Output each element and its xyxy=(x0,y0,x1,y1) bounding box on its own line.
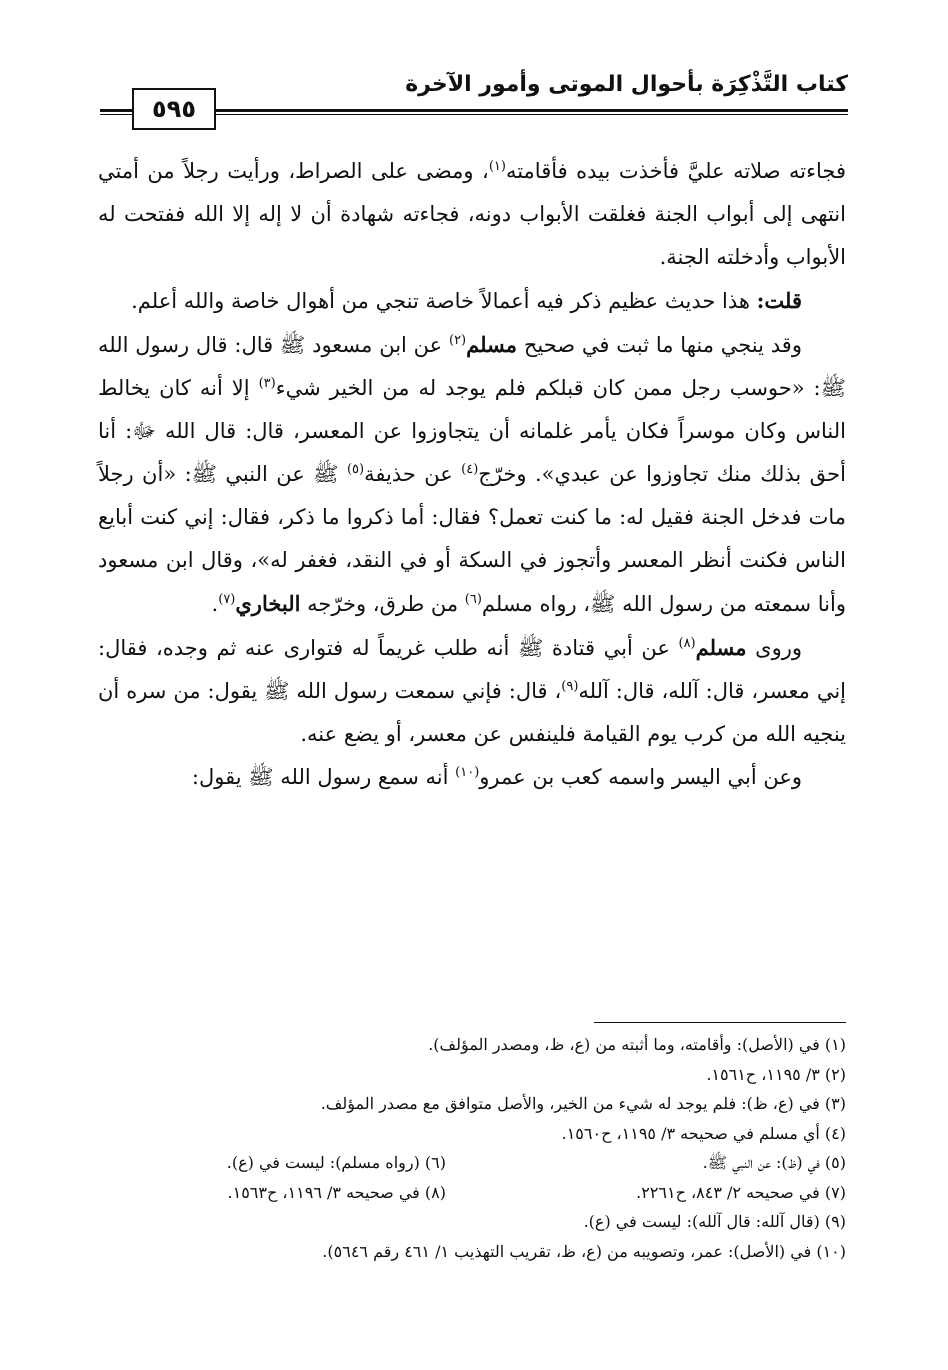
footnote-9: (٩) (قال آلله: قال آلله): ليست في (ع). xyxy=(583,1212,846,1231)
footnote-ref: (١) xyxy=(488,159,506,174)
text-run: . xyxy=(211,592,219,616)
footnote-separator xyxy=(594,1022,846,1023)
text-run: عن حذيفة xyxy=(364,462,462,486)
text-run: ، قال: فإني سمعت رسول الله ﷺ يقول: من سره أن ينجيه الله من كرب يوم القيامة فلينفس عن معسر، أو يضع عنه. xyxy=(98,679,846,746)
footnote-ref: (٨) xyxy=(678,636,696,651)
source-name: مسلم xyxy=(466,332,518,357)
footnote-4: (٤) أي مسلم في صحيحه ٣/ ١١٩٥، ح١٥٦٠. xyxy=(561,1123,846,1143)
text-run: ، ومضى على الصراط، ورأيت رجلاً من أمتي انتهى إلى أبواب الجنة فغلقت الأبواب دونه، فجاءته شهادة أن لا إله إلا الله ففتحت له الأبواب وأدخلته الجنة. xyxy=(98,159,846,269)
footnote-ref: (٥) xyxy=(346,462,365,477)
footnote-10: (١٠) في (الأصل): عمر، وتصويبه من (ع، ظ، تقريب التهذيب ١/ ٤٦١ رقم ٥٦٤٦). xyxy=(322,1241,846,1261)
text-run: وقد ينجي منها ما ثبت في صحيح xyxy=(517,333,802,357)
footnote-ref: (٦) xyxy=(464,592,482,607)
paragraph-3 xyxy=(98,323,846,626)
footnote-3: (٣) في (ع، ظ): فلم يوجد له شيء من الخير، والأصل متوافق مع مصدر المؤلف. xyxy=(320,1094,846,1113)
footnote-6: (٦) (رواه مسلم): ليست في (ع). xyxy=(226,1153,446,1172)
footnote-ref: (٤) xyxy=(461,462,479,477)
footnote-8: (٨) في صحيحه ٣/ ١١٩٦، ح١٥٦٣. xyxy=(227,1182,446,1202)
footnote-5: (٥) في (ظ): عن النبي ﷺ. xyxy=(702,1153,846,1172)
footnotes xyxy=(98,1030,846,1266)
book-title: كتاب التَّذْكِرَة بأحوال الموتى وأمور الآخرة xyxy=(405,72,848,97)
paragraph-5 xyxy=(98,756,846,799)
page-header xyxy=(100,60,848,130)
footnote-2: (٢) ٣/ ١١٩٥، ح١٥٦١. xyxy=(706,1064,846,1084)
footnote-row-5-6 xyxy=(98,1148,846,1178)
paragraph-2 xyxy=(98,279,846,323)
footnote-row-7-8 xyxy=(98,1178,846,1208)
text-run: أنه سمع رسول الله ﷺ يقول: xyxy=(191,765,456,789)
text-run: عن ابن مسعود ﷺ قال: قال رسول الله ﷺ: «حوسب رجل ممن كان قبلكم فلم يوجد له من الخير شيء xyxy=(98,333,846,400)
footnote-1: (١) في (الأصل): وأقامته، وما أثبته من (ع، ظ، ومصدر المؤلف). xyxy=(428,1035,846,1054)
footnote-ref: (٢) xyxy=(448,333,467,348)
page-number: ٥٩٥ xyxy=(132,88,216,130)
footnote-ref: (٣) xyxy=(258,376,276,391)
text-run: فجاءته صلاته عليَّ فأخذت بيده فأقامته xyxy=(505,159,846,183)
source-name: مسلم xyxy=(695,635,747,660)
text-run: وعن أبي اليسر واسمه كعب بن عمرو xyxy=(479,765,802,789)
paragraph-4 xyxy=(98,626,846,756)
source-name: البخاري xyxy=(235,591,301,616)
footnote-7: (٧) في صحيحه ٢/ ٨٤٣، ح٢٢٦١. xyxy=(636,1182,846,1202)
text-run: إلا أنه كان يخالط الناس وكان موسراً فكان يأمر غلمانه أن يتجاوزوا عن المعسر، قال: قال الله ﷻ: أنا أحق بذلك منك تجاوزوا عن عبدي». وخرّج xyxy=(98,376,846,486)
text-run: من طرق، وخرّجه xyxy=(300,592,465,616)
main-text xyxy=(98,150,846,799)
footnote-ref: (٩) xyxy=(561,679,579,694)
text-run: هذا حديث عظيم ذكر فيه أعمالاً خاصة تنجي من أهوال خاصة والله أعلم. xyxy=(131,289,757,313)
qultu-label: قلت: xyxy=(756,288,802,313)
footnote-ref: (١٠) xyxy=(455,765,480,780)
paragraph-1 xyxy=(98,150,846,279)
footnote-ref: (٧) xyxy=(218,592,236,607)
text-run: وروى xyxy=(746,636,802,660)
text-run: ﷺ عن النبي ﷺ: «أن رجلاً مات فدخل الجنة فقيل له: ما كنت تعمل؟ فقال: أما ذكروا ما ذكر، فقال: إني كنت أبايع الناس فكنت أنظر المعسر وأتجوز في السكة أو في النقد، فغفر له»، وقال ابن مسعود وأنا سمعته من رسول الله ﷺ، رواه مسلم xyxy=(98,462,846,616)
text-run: عن أبي قتادة ﷺ أنه طلب غريماً له فتوارى عنه ثم وجده، فقال: إني معسر، قال: آلله، قال: آلله xyxy=(98,636,846,703)
